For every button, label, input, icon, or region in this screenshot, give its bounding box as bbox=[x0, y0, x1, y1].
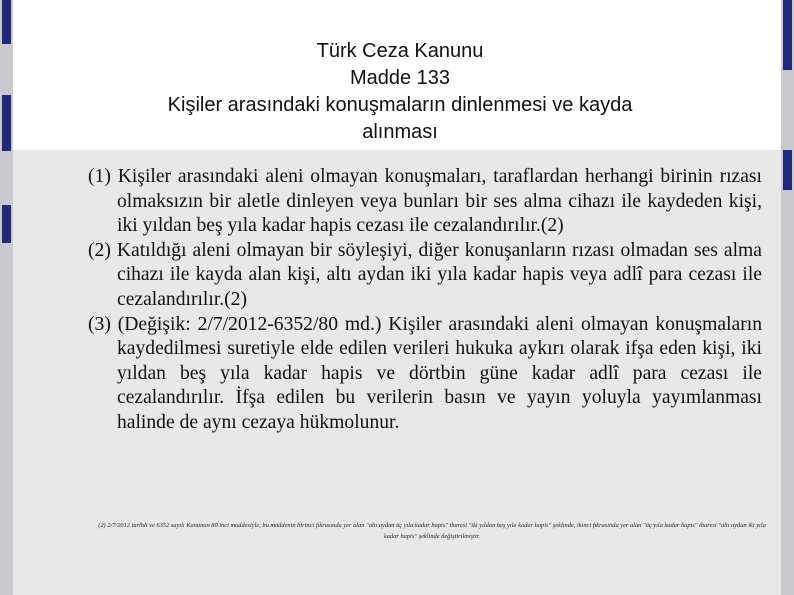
left-bar-block bbox=[2, 0, 11, 44]
title-line: Kişiler arasındaki konuşmaların dinlenmesi ve kayda bbox=[167, 94, 633, 116]
paragraph-1: (1) Kişiler arasındaki aleni olmayan konuşmaları, taraflardan herhangi birinin rızası olmaksızın bir aletle dinleyen veya bunları bir ses alma cihazı ile kaydeden kişi, iki yıldan beş yıla kadar hapis cezası ile cezalandırılır.(2) bbox=[88, 166, 762, 237]
right-bar-block bbox=[783, 150, 792, 190]
title-line: Türk Ceza Kanunu bbox=[316, 40, 484, 62]
left-bar-block bbox=[2, 95, 11, 151]
right-bar-block bbox=[783, 0, 792, 70]
footnote: (2) 2/7/2012 tarihli ve 6352 sayılı Kanunun 80 inci maddesiyle, bu maddenin birinci fıkrasında yer alan "altı aydan üç yıla kadar hapis" ibaresi "iki yıldan beş yıla kadar hapis" şeklinde, ikinci fıkrasında yer alan "üç yıla kadar hapis" ibaresi "altı aydan iki yıla kadar hapis" şeklinde değiştirilmiştir. bbox=[98, 522, 766, 540]
slide-title bbox=[60, 38, 740, 146]
paragraph-3: (3) (Değişik: 2/7/2012-6352/80 md.) Kişiler arasındaki aleni olmayan konuşmaların kaydedilmesi suretiyle elde edilen verileri hukuka aykırı olarak ifşa eden kişi, iki yıldan beş yıla kadar hapis ve dörtbin güne kadar adlî para cezası ile cezalandırılır. İfşa edilen bu verilerin basın ve yayın yoluyla yayımlanması halinde de aynı cezaya hükmolunur. bbox=[88, 313, 762, 433]
article-body bbox=[88, 165, 762, 436]
left-decorative-bar bbox=[0, 0, 13, 595]
left-bar-block bbox=[2, 205, 11, 243]
paragraph-2: (2) Katıldığı aleni olmayan bir söyleşiyi, diğer konuşanların rızası olmadan ses alma cihazı ile kayda alan kişi, altı aydan iki yıla kadar hapis veya adlî para cezası ile cezalandırılır.(2) bbox=[88, 239, 762, 310]
title-line: alınması bbox=[362, 121, 438, 143]
right-decorative-bar bbox=[781, 0, 794, 595]
title-line: Madde 133 bbox=[349, 67, 451, 89]
